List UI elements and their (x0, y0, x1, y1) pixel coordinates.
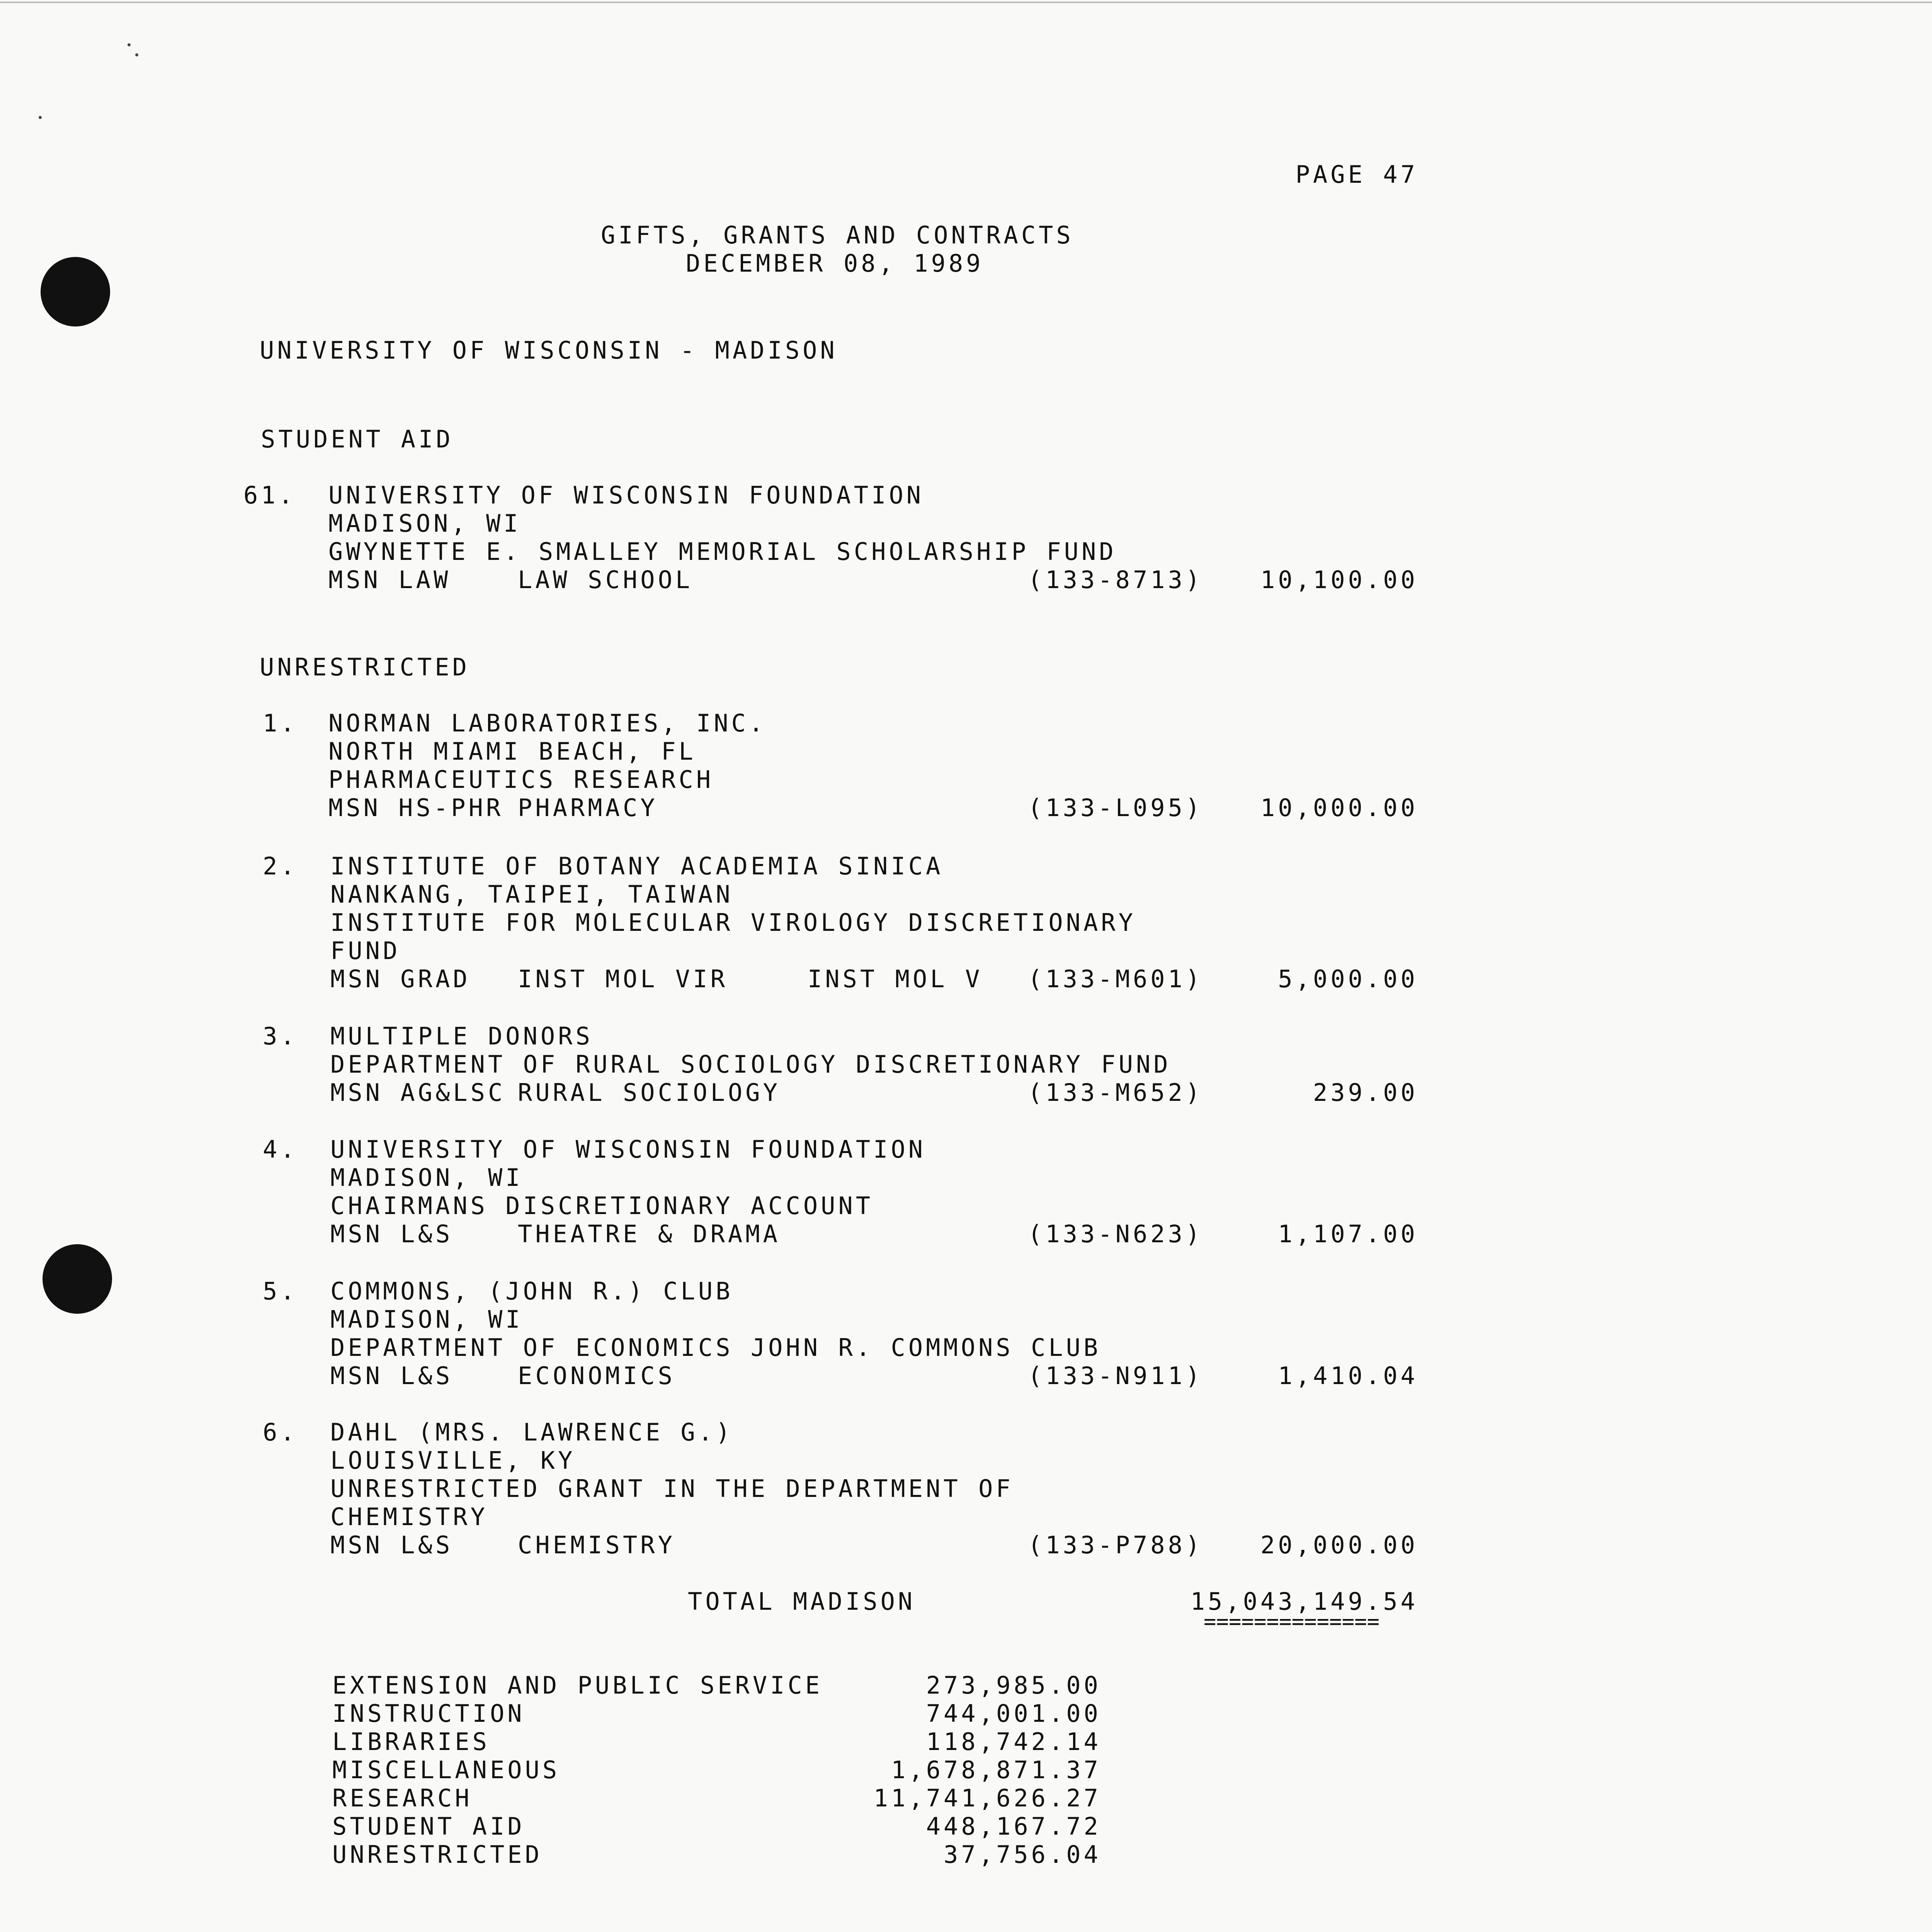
total-double-rule: ============== (1204, 1609, 1380, 1634)
entry-subdepartment: INST MOL V (808, 965, 983, 993)
summary-label: STUDENT AID (332, 1812, 525, 1840)
entry-amount: 239.00 (1313, 1078, 1418, 1107)
entry-account-code: (133-P788) (1028, 1531, 1203, 1559)
entry-location: NORTH MIAMI BEACH, FL (328, 737, 696, 765)
summary-amount: 744,001.00 (926, 1699, 1101, 1728)
section-heading-student-aid: STUDENT AID (261, 425, 454, 453)
summary-amount: 273,985.00 (926, 1671, 1101, 1699)
entry-campus: MSN HS-PHR (328, 794, 504, 822)
summary-label: UNRESTRICTED (332, 1840, 543, 1869)
entry-location: MADISON, WI (328, 509, 521, 537)
summary-amount: 11,741,626.27 (873, 1784, 1101, 1812)
entry-donor: NORMAN LABORATORIES, INC. (328, 709, 767, 737)
entry-amount: 10,100.00 (1260, 566, 1418, 594)
entry-account-code: (133-N623) (1028, 1220, 1203, 1248)
entry-location: LOUISVILLE, KY (330, 1446, 576, 1475)
entry-number: 6. (263, 1418, 298, 1446)
total-amount: 15,043,149.54 (1190, 1587, 1418, 1616)
entry-amount: 5,000.00 (1278, 965, 1418, 993)
section-heading-unrestricted: UNRESTRICTED (260, 653, 470, 681)
entry-purpose-continued: CHEMISTRY (330, 1503, 488, 1531)
entry-campus: MSN GRAD (330, 965, 471, 993)
entry-purpose: DEPARTMENT OF ECONOMICS JOHN R. COMMONS CLUB (330, 1333, 1101, 1362)
entry-department: INST MOL VIR (518, 965, 728, 993)
report-title: GIFTS, GRANTS AND CONTRACTS (601, 221, 1074, 249)
entry-number: 2. (263, 852, 298, 880)
entry-amount: 20,000.00 (1260, 1531, 1418, 1559)
entry-department: CHEMISTRY (518, 1531, 675, 1559)
entry-campus: MSN L&S (330, 1220, 453, 1248)
entry-donor: COMMONS, (JOHN R.) CLUB (330, 1277, 733, 1305)
total-label: TOTAL MADISON (688, 1587, 916, 1616)
page-number: PAGE 47 (1295, 160, 1418, 189)
entry-purpose: GWYNETTE E. SMALLEY MEMORIAL SCHOLARSHIP FUND (328, 537, 1117, 566)
entry-number: 3. (263, 1022, 298, 1050)
entry-department: ECONOMICS (518, 1362, 675, 1390)
entry-purpose-continued: FUND (330, 937, 401, 965)
entry-donor: UNIVERSITY OF WISCONSIN FOUNDATION (328, 481, 924, 509)
entry-location: MADISON, WI (330, 1305, 523, 1333)
entry-campus: MSN AG&LSC (330, 1078, 506, 1107)
entry-number: 61. (243, 481, 296, 509)
scan-speck (39, 116, 42, 119)
entry-donor: DAHL (MRS. LAWRENCE G.) (330, 1418, 733, 1446)
scan-speck (128, 43, 131, 46)
entry-department: PHARMACY (518, 794, 658, 822)
entry-donor: UNIVERSITY OF WISCONSIN FOUNDATION (330, 1135, 926, 1163)
entry-account-code: (133-N911) (1028, 1362, 1203, 1390)
entry-location: MADISON, WI (330, 1163, 523, 1192)
entry-donor: INSTITUTE OF BOTANY ACADEMIA SINICA (330, 852, 944, 880)
entry-number: 1. (263, 709, 298, 737)
entry-donor: MULTIPLE DONORS (330, 1022, 593, 1050)
entry-purpose: INSTITUTE FOR MOLECULAR VIROLOGY DISCRETIONARY (330, 908, 1136, 937)
summary-label: EXTENSION AND PUBLIC SERVICE (332, 1671, 823, 1699)
entry-amount: 1,410.04 (1278, 1362, 1418, 1390)
entry-department: LAW SCHOOL (518, 566, 693, 594)
entry-department: THEATRE & DRAMA (518, 1220, 781, 1248)
entry-purpose: DEPARTMENT OF RURAL SOCIOLOGY DISCRETIONARY FUND (330, 1050, 1171, 1078)
report-date: DECEMBER 08, 1989 (686, 249, 984, 277)
summary-amount: 118,742.14 (926, 1728, 1101, 1756)
entry-account-code: (133-L095) (1028, 794, 1203, 822)
entry-number: 4. (263, 1135, 298, 1163)
summary-label: RESEARCH (332, 1784, 473, 1812)
punch-hole (41, 257, 110, 327)
summary-amount: 37,756.04 (944, 1840, 1101, 1869)
summary-label: INSTRUCTION (332, 1699, 525, 1728)
entry-department: RURAL SOCIOLOGY (518, 1078, 781, 1107)
entry-account-code: (133-8713) (1028, 566, 1203, 594)
entry-purpose: PHARMACEUTICS RESEARCH (328, 765, 714, 794)
entry-campus: MSN LAW (328, 566, 451, 594)
entry-location: NANKANG, TAIPEI, TAIWAN (330, 880, 733, 908)
punch-hole (43, 1244, 112, 1314)
entry-amount: 10,000.00 (1260, 794, 1418, 822)
summary-label: LIBRARIES (332, 1728, 490, 1756)
entry-number: 5. (263, 1277, 298, 1305)
summary-amount: 448,167.72 (926, 1812, 1101, 1840)
institution-name: UNIVERSITY OF WISCONSIN - MADISON (260, 336, 838, 364)
top-scan-edge (0, 2, 1932, 3)
summary-amount: 1,678,871.37 (891, 1756, 1101, 1784)
scan-speck (135, 53, 138, 56)
entry-account-code: (133-M601) (1028, 965, 1203, 993)
entry-campus: MSN L&S (330, 1531, 453, 1559)
entry-account-code: (133-M652) (1028, 1078, 1203, 1107)
entry-campus: MSN L&S (330, 1362, 453, 1390)
entry-purpose: CHAIRMANS DISCRETIONARY ACCOUNT (330, 1192, 874, 1220)
summary-label: MISCELLANEOUS (332, 1756, 560, 1784)
entry-amount: 1,107.00 (1278, 1220, 1418, 1248)
entry-purpose: UNRESTRICTED GRANT IN THE DEPARTMENT OF (330, 1475, 1014, 1503)
